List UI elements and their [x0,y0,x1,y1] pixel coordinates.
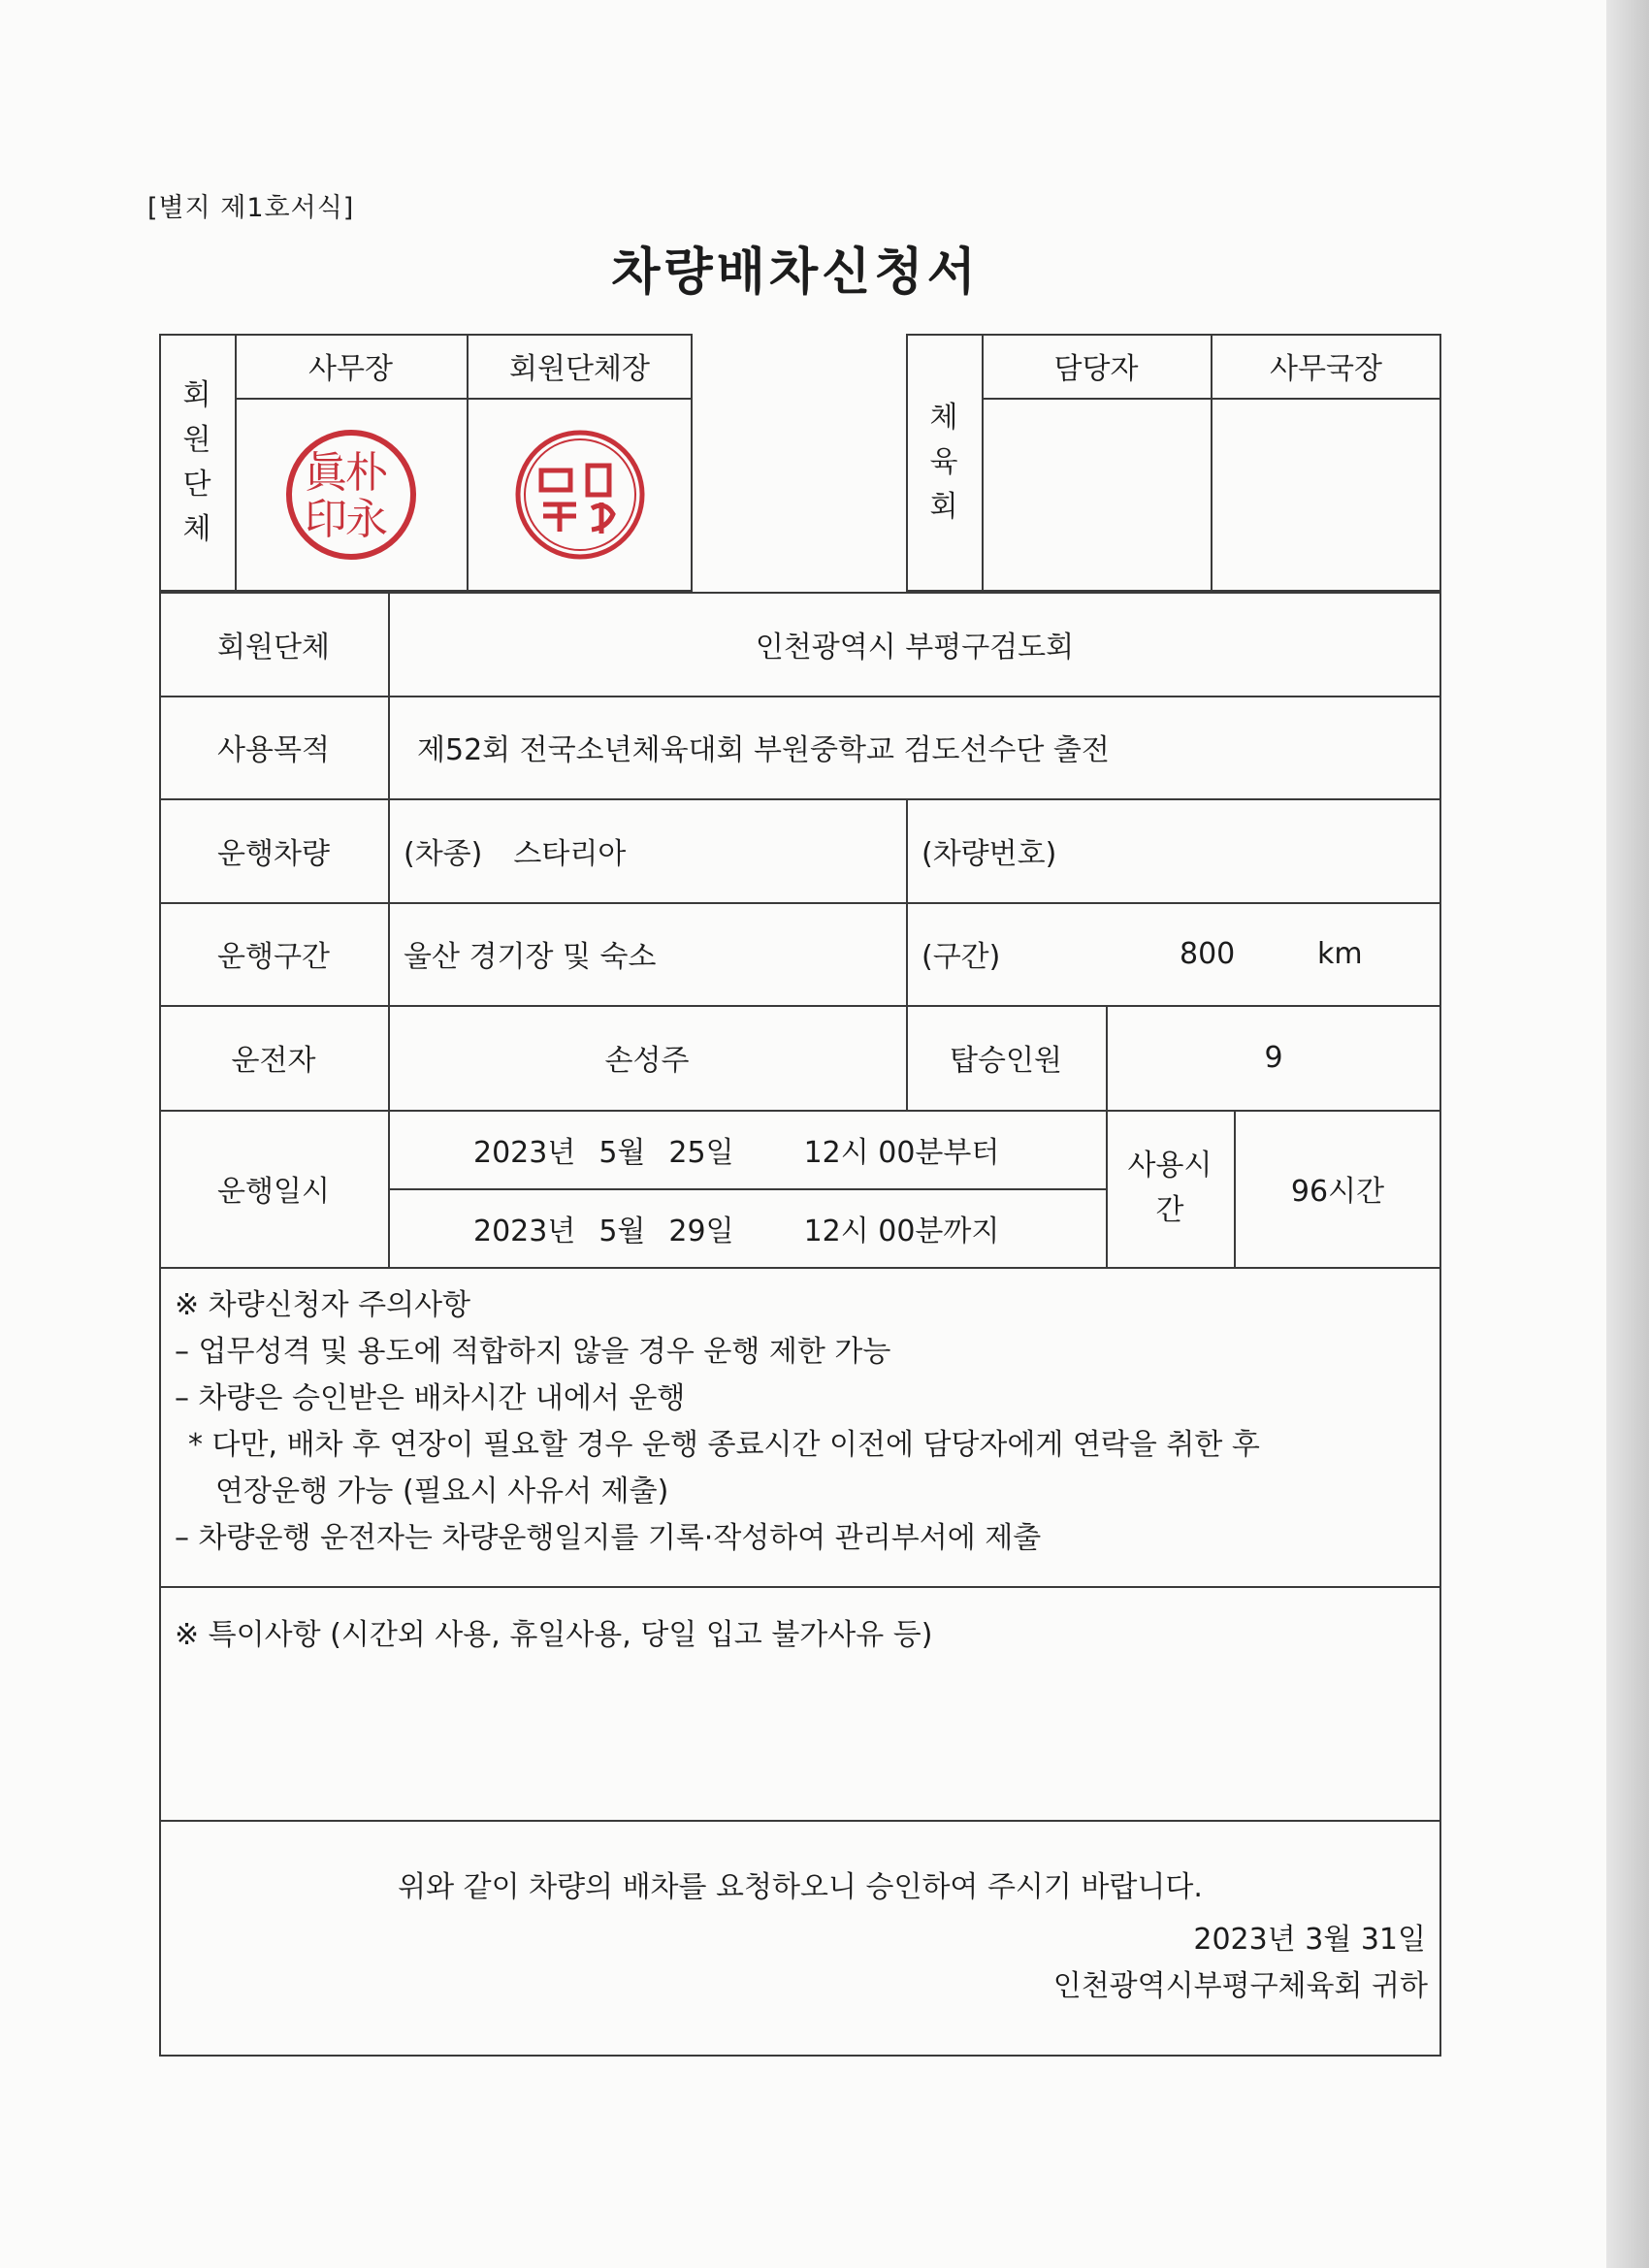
svg-text:永: 永 [344,495,388,544]
passengers-label: 탑승인원 [950,1044,1062,1078]
member-group-label: 회원단체 [217,630,330,664]
svg-text:朴: 朴 [344,448,388,498]
notice-line: – 업무성격 및 용도에 적합하지 않을 경우 운행 제한 가능 [175,1335,891,1369]
start-time: 12시 00분부터 [803,1135,1000,1170]
notice-line: * 다만, 배차 후 연장이 필요할 경우 운행 종료시간 이전에 담당자에게 연락을 취한 후 [188,1428,1260,1462]
distance-value: 800 [1180,936,1236,971]
end-month: 5월 [598,1214,646,1248]
passengers-value: 9 [1264,1040,1283,1075]
director-signature-cell [1211,398,1441,592]
start-month: 5월 [598,1135,646,1170]
vehicle-type-cell [388,798,906,902]
notice-line: 연장운행 가능 (필요시 사유서 제출) [215,1474,669,1508]
purpose-value: 제52회 전국소년체육대회 부원중학교 검도선수단 출전 [417,733,1110,767]
end-year: 2023년 [473,1214,576,1248]
special-notes-section [175,1612,932,1659]
notice-line: – 차량은 승인받은 배차시간 내에서 운행 [175,1381,686,1415]
vehicle-type-value: 스타리아 [513,836,627,871]
end-day: 29일 [668,1214,734,1248]
vehicle-type-label: (차종) [404,836,483,871]
request-sentence: 위와 같이 차량의 배차를 요청하오니 승인하여 주시기 바랍니다. [398,1870,1203,1904]
end-datetime [388,1188,1106,1267]
secretary-signature-cell [235,398,467,592]
application-date: 2023년 3월 31일 [1193,1923,1426,1957]
group-head-heading: 회원단체장 [509,352,650,386]
group-head-signature-cell [467,398,693,592]
route-label: 운행구간 [217,940,330,974]
manager-heading: 담당자 [1053,352,1139,386]
member-group-value: 인천광역시 부평구검도회 [755,630,1075,664]
vehicle-number-label: (차량번호) [922,836,1057,871]
distance-cell [906,902,1441,1005]
start-year: 2023년 [473,1135,576,1170]
usage-time-value: 96시간 [1290,1175,1385,1209]
driver-label: 운전자 [231,1044,316,1078]
recipient: 인천광역시부평구체육회 귀하 [1052,1969,1428,2003]
end-time: 12시 00분까지 [803,1214,1000,1248]
svg-text:眞: 眞 [304,448,347,498]
notice-line: – 차량운행 운전자는 차량운행일지를 기록·작성하여 관리부서에 제출 [175,1521,1042,1555]
document-title: 차량배차신청서 [611,243,980,302]
distance-label: (구간) [922,940,1001,974]
driver-value: 손성주 [604,1044,690,1078]
notice-section [175,1282,1260,1562]
group-head-seal-stamp [512,427,648,563]
secretary-seal-stamp [283,427,419,563]
start-datetime [388,1110,1106,1188]
notice-heading: ※ 차량신청자 주의사항 [175,1288,471,1322]
vehicle-label: 운행차량 [217,836,330,871]
scan-edge [1606,0,1649,2268]
distance-unit: km [1317,936,1363,971]
director-heading: 사무국장 [1270,352,1382,386]
purpose-label: 사용목적 [217,733,330,767]
secretary-heading: 사무장 [308,352,393,386]
special-notes-heading: ※ 특이사항 (시간외 사용, 휴일사용, 당일 입고 불가사유 등) [175,1618,933,1652]
manager-signature-cell [982,398,1211,592]
svg-text:印: 印 [304,495,347,544]
member-group-vertical-heading: 회 원 단 체 [182,378,211,546]
start-day: 25일 [668,1135,734,1170]
route-value: 울산 경기장 및 숙소 [404,940,657,974]
datetime-label: 운행일시 [217,1175,330,1209]
usage-time-label: 사용시 간 [1127,1149,1212,1227]
sports-council-vertical-heading: 체 육 회 [929,401,958,524]
form-number-label: [별지 제1호서식] [147,193,355,223]
